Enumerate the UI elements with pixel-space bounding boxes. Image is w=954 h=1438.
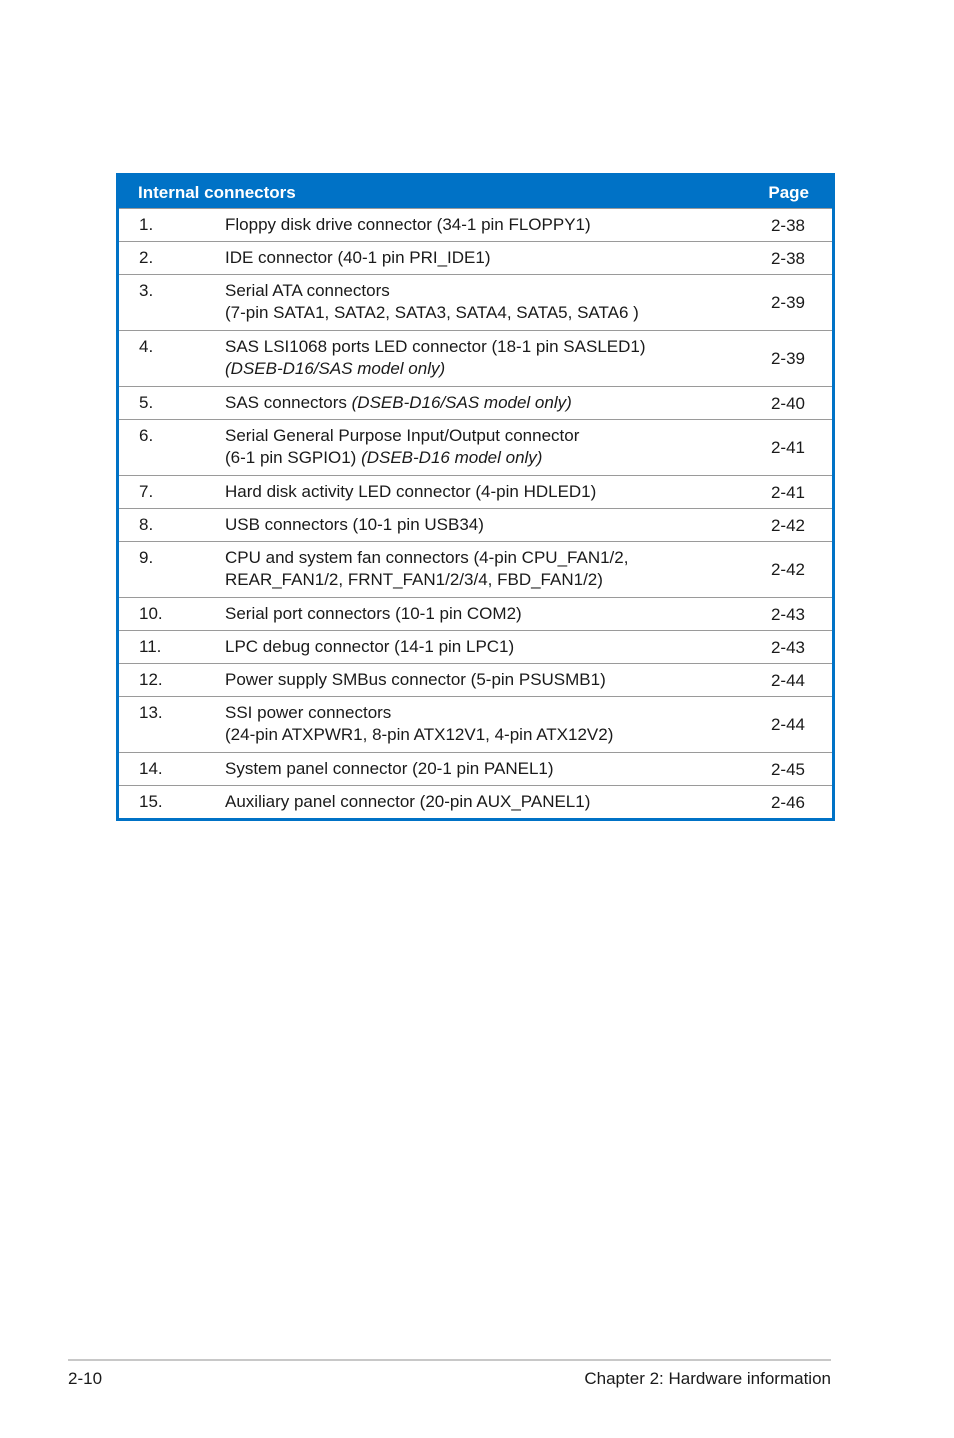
table-row <box>119 785 832 818</box>
row-page: 2-41 <box>770 438 805 457</box>
row-page: 2-42 <box>770 560 805 579</box>
footer-chapter-title: Chapter 2: Hardware information <box>584 1369 831 1388</box>
table-row <box>119 208 832 241</box>
row-number: 10. <box>139 604 163 623</box>
row-number: 11. <box>139 637 162 656</box>
table-row <box>119 541 832 597</box>
table-row <box>119 386 832 419</box>
table-row <box>119 419 832 475</box>
table-row <box>119 475 832 508</box>
row-page: 2-42 <box>770 516 805 535</box>
row-page: 2-38 <box>770 249 805 268</box>
row-page: 2-44 <box>770 715 805 734</box>
row-description: Auxiliary panel connector (20-pin AUX_PANEL1) <box>225 792 591 811</box>
row-description: USB connectors (10-1 pin USB34) <box>225 515 484 534</box>
row-page: 2-38 <box>770 216 805 235</box>
row-description: Serial port connectors (10-1 pin COM2) <box>225 604 522 623</box>
row-page: 2-43 <box>770 605 805 624</box>
row-number: 1. <box>139 215 154 234</box>
table-row <box>119 630 832 663</box>
row-description-line1: SAS LSI1068 ports LED connector (18-1 pin SASLED1) <box>225 337 646 356</box>
row-description: System panel connector (20-1 pin PANEL1) <box>225 759 554 778</box>
row-description-line1: CPU and system fan connectors (4-pin CPU_FAN1/2, <box>225 548 629 567</box>
row-description-line1: Serial General Purpose Input/Output connector <box>225 426 580 445</box>
row-description <box>225 392 765 414</box>
footer-page-number: 2-10 <box>68 1369 103 1388</box>
row-description-line2: REAR_FAN1/2, FRNT_FAN1/2/3/4, FBD_FAN1/2) <box>225 570 603 589</box>
row-page: 2-39 <box>770 293 805 312</box>
row-number: 8. <box>139 515 154 534</box>
row-number: 3. <box>139 281 154 300</box>
row-page: 2-44 <box>770 671 805 690</box>
row-description: IDE connector (40-1 pin PRI_IDE1) <box>225 248 491 267</box>
row-page: 2-45 <box>770 760 805 779</box>
row-description: Floppy disk drive connector (34-1 pin FLOPPY1) <box>225 215 591 234</box>
header-page: Page <box>768 183 809 202</box>
table-row <box>119 330 832 386</box>
row-description-line1: Serial ATA connectors <box>225 281 390 300</box>
row-number: 5. <box>139 393 154 412</box>
table-row <box>119 696 832 752</box>
table-row <box>119 752 832 785</box>
row-page: 2-41 <box>770 483 805 502</box>
row-number: 14. <box>139 759 163 778</box>
row-number: 4. <box>139 337 154 356</box>
row-number: 9. <box>139 548 154 567</box>
row-description-text: SAS connectors <box>225 393 347 412</box>
row-description <box>225 280 765 324</box>
row-description-line1: SSI power connectors <box>225 703 392 722</box>
row-description: Power supply SMBus connector (5-pin PSUSMB1) <box>225 670 606 689</box>
table-row <box>119 241 832 274</box>
footer-divider <box>68 1359 831 1361</box>
row-number: 7. <box>139 482 154 501</box>
row-description-line2: (6-1 pin SGPIO1) <box>225 448 357 467</box>
header-title: Internal connectors <box>138 183 296 202</box>
table-row <box>119 274 832 330</box>
row-description <box>225 702 765 746</box>
row-number: 2. <box>139 248 154 267</box>
row-page: 2-43 <box>770 638 805 657</box>
row-number: 12. <box>139 670 163 689</box>
table-row <box>119 663 832 696</box>
table-row <box>119 508 832 541</box>
row-model-note: (DSEB-D16 model only) <box>361 448 543 467</box>
row-number: 13. <box>139 703 163 722</box>
row-number: 15. <box>139 792 163 811</box>
row-page: 2-40 <box>770 394 805 413</box>
table-row <box>119 597 832 630</box>
row-number: 6. <box>139 426 154 445</box>
row-description: Hard disk activity LED connector (4-pin HDLED1) <box>225 482 597 501</box>
row-model-note: (DSEB-D16/SAS model only) <box>225 359 446 378</box>
row-description-line2: (24-pin ATXPWR1, 8-pin ATX12V1, 4-pin ATX12V2) <box>225 725 614 744</box>
row-description <box>225 336 765 380</box>
row-page: 2-39 <box>770 349 805 368</box>
table-header <box>119 176 832 208</box>
internal-connectors-table <box>116 173 835 821</box>
row-description <box>225 425 765 469</box>
row-description-line2: (7-pin SATA1, SATA2, SATA3, SATA4, SATA5, SATA6 ) <box>225 303 639 322</box>
row-page: 2-46 <box>770 793 805 812</box>
row-description: LPC debug connector (14-1 pin LPC1) <box>225 637 515 656</box>
row-description <box>225 547 765 591</box>
row-model-note: (DSEB-D16/SAS model only) <box>351 393 572 412</box>
